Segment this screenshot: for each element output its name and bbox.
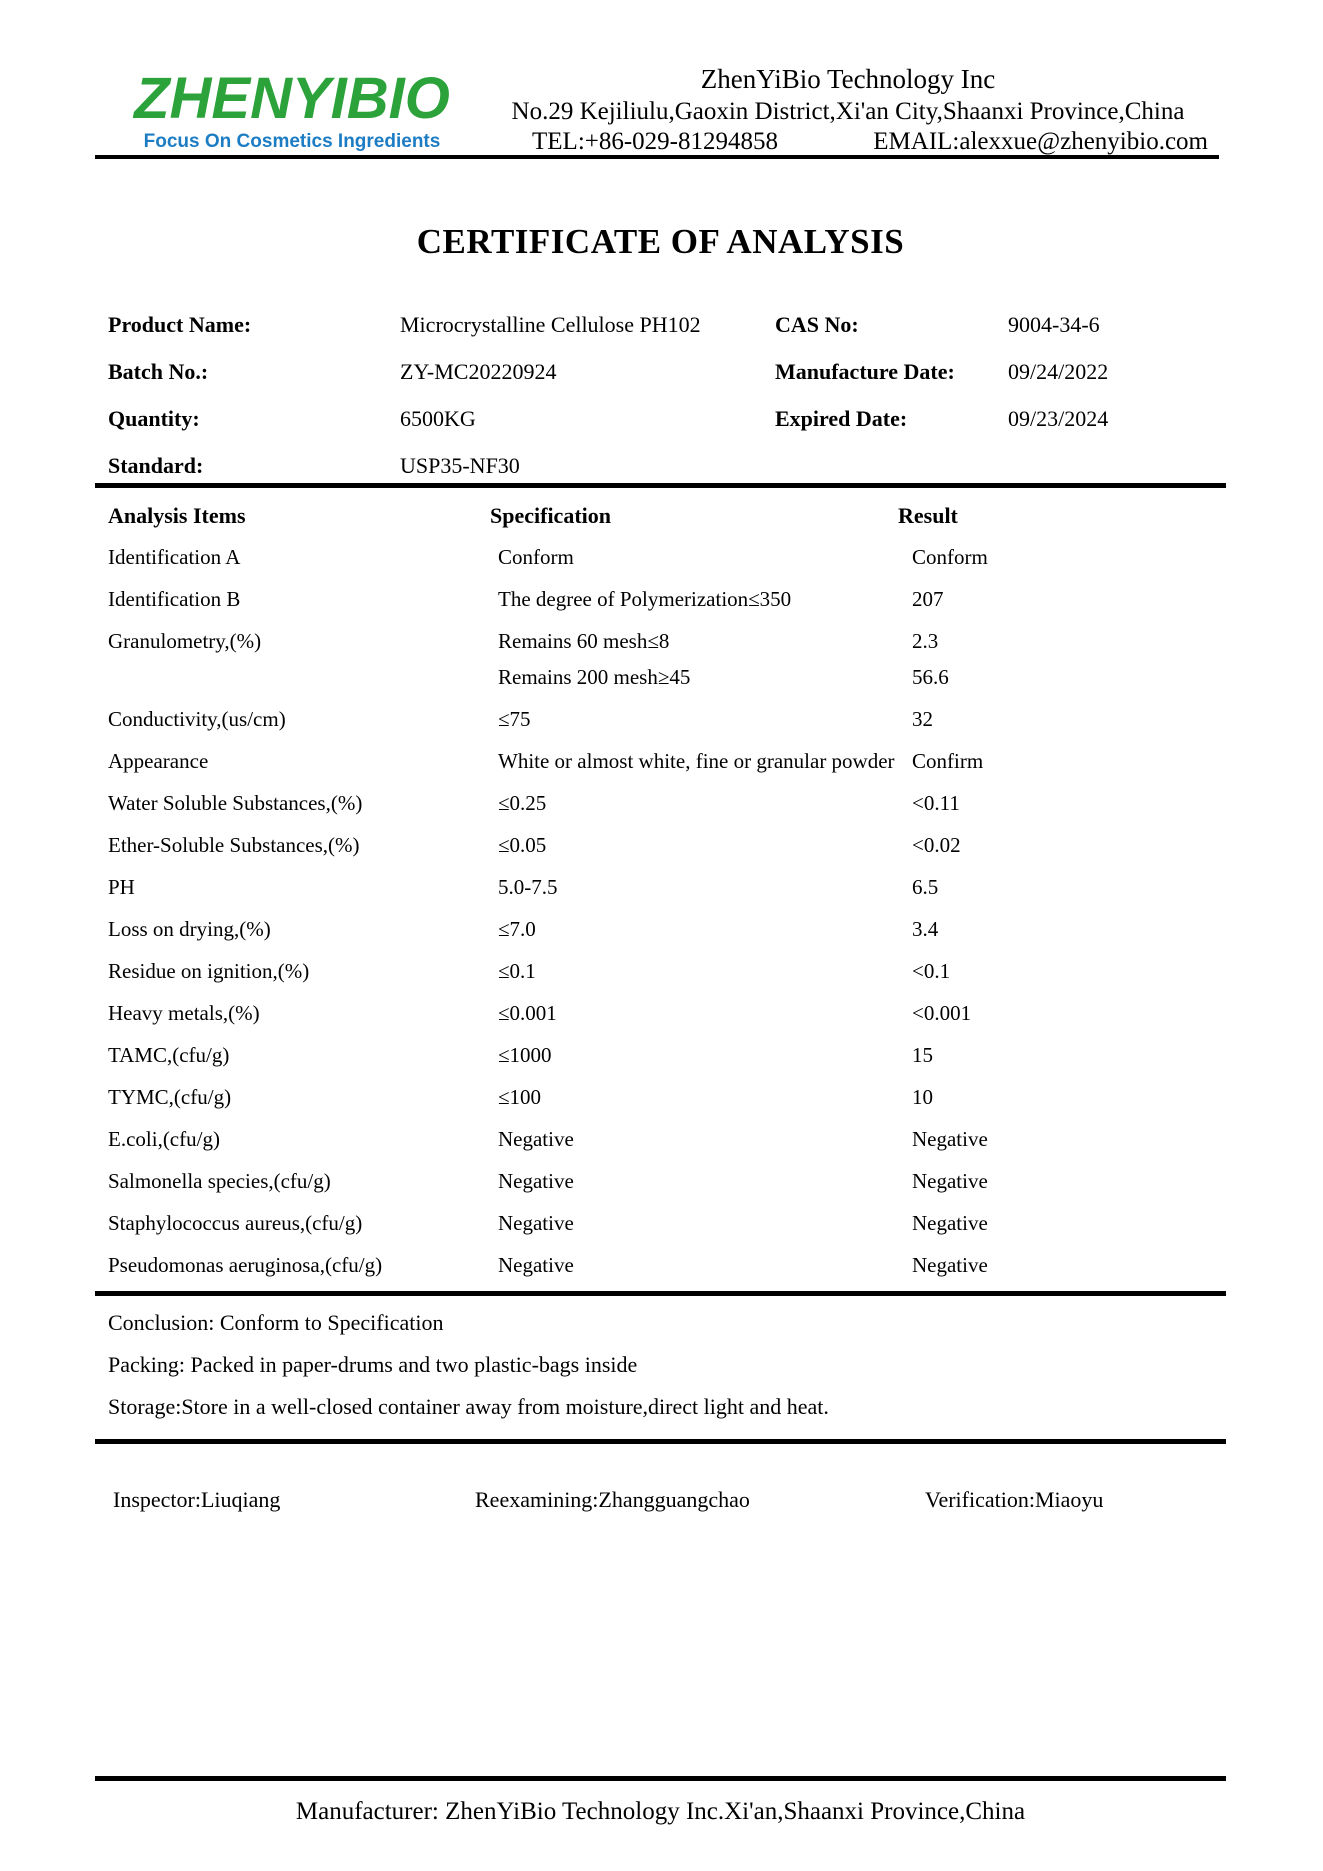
company-tel: TEL:+86-029-81294858 bbox=[532, 128, 779, 155]
analysis-spec-cell: The degree of Polymerization≤350 bbox=[498, 587, 792, 611]
analysis-result-cell: 15 bbox=[912, 1043, 933, 1067]
product-info-row bbox=[108, 406, 1226, 432]
analysis-result-cell: <0.1 bbox=[912, 959, 951, 983]
analysis-result-cell: Negative bbox=[912, 1127, 988, 1151]
analysis-rows bbox=[95, 539, 1226, 1283]
analysis-spec-cell: 5.0-7.5 bbox=[498, 875, 558, 899]
analysis-spec-cell: Remains 60 mesh≤8 Remains 200 mesh≥45 bbox=[498, 629, 691, 689]
analysis-row bbox=[108, 1247, 1226, 1283]
summary-bottom-divider bbox=[95, 1439, 1226, 1444]
logo-wordmark: ZHENYIBIO bbox=[134, 66, 450, 131]
cas-no-label: CAS No: bbox=[775, 312, 859, 337]
packing-line: Packing: Packed in paper-drums and two plastic-bags inside bbox=[108, 1352, 638, 1377]
storage-line: Storage:Store in a well-closed container away from moisture,direct light and heat. bbox=[108, 1394, 829, 1419]
analysis-result-cell: 207 bbox=[912, 587, 944, 611]
analysis-result-cell: <0.001 bbox=[912, 1001, 972, 1025]
analysis-result-cell: Negative bbox=[912, 1211, 988, 1235]
manufacture-date-label: Manufacture Date: bbox=[775, 359, 955, 384]
batch-no-label: Batch No.: bbox=[108, 359, 209, 384]
analysis-item-cell: Heavy metals,(%) bbox=[108, 1001, 260, 1025]
analysis-row bbox=[108, 1205, 1226, 1241]
standard-value: USP35-NF30 bbox=[400, 453, 520, 478]
company-logo bbox=[106, 66, 478, 153]
analysis-result-cell: 3.4 bbox=[912, 917, 939, 941]
analysis-spec-cell: ≤7.0 bbox=[498, 917, 536, 941]
analysis-row bbox=[108, 869, 1226, 905]
analysis-row bbox=[108, 581, 1226, 617]
footer-divider bbox=[95, 1776, 1226, 1781]
analysis-result-cell: 32 bbox=[912, 707, 933, 731]
company-contact bbox=[470, 127, 1226, 157]
analysis-spec-cell: Conform bbox=[498, 545, 574, 569]
quantity-label: Quantity: bbox=[108, 406, 200, 431]
verification-signature: Verification:Miaoyu bbox=[925, 1487, 1104, 1512]
analysis-item-cell: Salmonella species,(cfu/g) bbox=[108, 1169, 331, 1193]
expired-date-label: Expired Date: bbox=[775, 406, 908, 431]
product-info-row bbox=[108, 453, 1226, 479]
page-title: CERTIFICATE OF ANALYSIS bbox=[416, 222, 905, 261]
analysis-item-cell: E.coli,(cfu/g) bbox=[108, 1127, 220, 1151]
column-header-specification: Specification bbox=[490, 503, 611, 528]
analysis-row bbox=[108, 743, 1226, 779]
analysis-item-cell: Granulometry,(%) bbox=[108, 629, 262, 653]
column-header-result: Result bbox=[898, 503, 958, 528]
reexamining-signature: Reexamining:Zhangguangchao bbox=[475, 1487, 750, 1512]
analysis-result-cell: Conform bbox=[912, 545, 988, 569]
analysis-item-cell: Residue on ignition,(%) bbox=[108, 959, 310, 983]
analysis-spec-cell: Negative bbox=[498, 1253, 574, 1277]
analysis-item-cell: TYMC,(cfu/g) bbox=[108, 1085, 232, 1109]
analysis-item-cell: Ether-Soluble Substances,(%) bbox=[108, 833, 360, 857]
standard-label: Standard: bbox=[108, 453, 204, 478]
expired-date-value: 09/23/2024 bbox=[1008, 406, 1109, 431]
company-address: No.29 Kejiliulu,Gaoxin District,Xi'an City,Shaanxi Province,China bbox=[511, 98, 1185, 125]
analysis-spec-cell: Negative bbox=[498, 1169, 574, 1193]
batch-no-value: ZY-MC20220924 bbox=[400, 359, 557, 384]
analysis-row bbox=[108, 827, 1226, 863]
analysis-spec-cell: White or almost white, fine or granular powder bbox=[498, 749, 895, 773]
analysis-row bbox=[108, 1163, 1226, 1199]
product-name-value: Microcrystalline Cellulose PH102 bbox=[400, 312, 701, 337]
analysis-result-cell: Negative bbox=[912, 1253, 988, 1277]
conclusion-line: Conclusion: Conform to Specification bbox=[108, 1310, 444, 1335]
analysis-spec-cell: ≤0.1 bbox=[498, 959, 536, 983]
analysis-row bbox=[108, 911, 1226, 947]
analysis-row bbox=[108, 701, 1226, 737]
analysis-spec-cell: ≤0.001 bbox=[498, 1001, 557, 1025]
analysis-item-cell: Pseudomonas aeruginosa,(cfu/g) bbox=[108, 1253, 383, 1277]
analysis-item-cell: Identification B bbox=[108, 587, 241, 611]
analysis-result-cell: Negative bbox=[912, 1169, 988, 1193]
analysis-item-cell: Water Soluble Substances,(%) bbox=[108, 791, 363, 815]
analysis-result-cell: <0.02 bbox=[912, 833, 961, 857]
product-info-row bbox=[108, 359, 1226, 385]
inspector-signature: Inspector:Liuqiang bbox=[113, 1487, 281, 1512]
manufacturer-footer: Manufacturer: ZhenYiBio Technology Inc.Xi'an,Shaanxi Province,China bbox=[295, 1798, 1026, 1825]
company-email: EMAIL:alexxue@zhenyibio.com bbox=[873, 128, 1208, 155]
product-info bbox=[108, 312, 1226, 500]
analysis-item-cell: PH bbox=[108, 875, 135, 899]
analysis-row bbox=[108, 623, 1226, 695]
cas-no-value: 9004-34-6 bbox=[1008, 312, 1100, 337]
analysis-row bbox=[108, 1121, 1226, 1157]
analysis-item-cell: Identification A bbox=[108, 545, 241, 569]
analysis-result-cell: 6.5 bbox=[912, 875, 939, 899]
analysis-spec-cell: ≤1000 bbox=[498, 1043, 552, 1067]
empty-label bbox=[775, 453, 1008, 479]
product-info-row bbox=[108, 312, 1226, 338]
analysis-table bbox=[95, 483, 1226, 1514]
signatures-row bbox=[95, 1486, 1226, 1514]
analysis-row bbox=[108, 785, 1226, 821]
company-name: ZhenYiBio Technology Inc bbox=[700, 64, 996, 94]
analysis-row bbox=[108, 1037, 1226, 1073]
analysis-spec-cell: Negative bbox=[498, 1211, 574, 1235]
analysis-item-cell: Appearance bbox=[108, 749, 209, 773]
analysis-row bbox=[108, 1079, 1226, 1115]
summary-section bbox=[95, 1296, 1226, 1437]
analysis-result-cell: 2.3 56.6 bbox=[912, 629, 949, 689]
analysis-spec-cell: ≤0.05 bbox=[498, 833, 547, 857]
analysis-result-cell: Confirm bbox=[912, 749, 984, 773]
analysis-item-cell: Staphylococcus aureus,(cfu/g) bbox=[108, 1211, 363, 1235]
analysis-spec-cell: ≤0.25 bbox=[498, 791, 547, 815]
analysis-spec-cell: Negative bbox=[498, 1127, 574, 1151]
analysis-row bbox=[108, 953, 1226, 989]
quantity-value: 6500KG bbox=[400, 406, 476, 431]
analysis-item-cell: Loss on drying,(%) bbox=[108, 917, 271, 941]
company-info bbox=[470, 62, 1226, 157]
analysis-row bbox=[108, 995, 1226, 1031]
analysis-table-header bbox=[95, 488, 1226, 534]
analysis-result-cell: 10 bbox=[912, 1085, 933, 1109]
analysis-result-cell: <0.11 bbox=[912, 791, 960, 815]
analysis-spec-cell: ≤75 bbox=[498, 707, 531, 731]
logo-tagline: Focus On Cosmetics Ingredients bbox=[143, 131, 441, 152]
analysis-item-cell: Conductivity,(us/cm) bbox=[108, 707, 286, 731]
product-name-label: Product Name: bbox=[108, 312, 252, 337]
header-divider bbox=[95, 155, 1219, 159]
analysis-spec-cell: ≤100 bbox=[498, 1085, 542, 1109]
analysis-row bbox=[108, 539, 1226, 575]
column-header-analysis-items: Analysis Items bbox=[108, 503, 246, 528]
manufacture-date-value: 09/24/2022 bbox=[1008, 359, 1109, 384]
analysis-item-cell: TAMC,(cfu/g) bbox=[108, 1043, 230, 1067]
empty-value bbox=[1008, 453, 1226, 479]
